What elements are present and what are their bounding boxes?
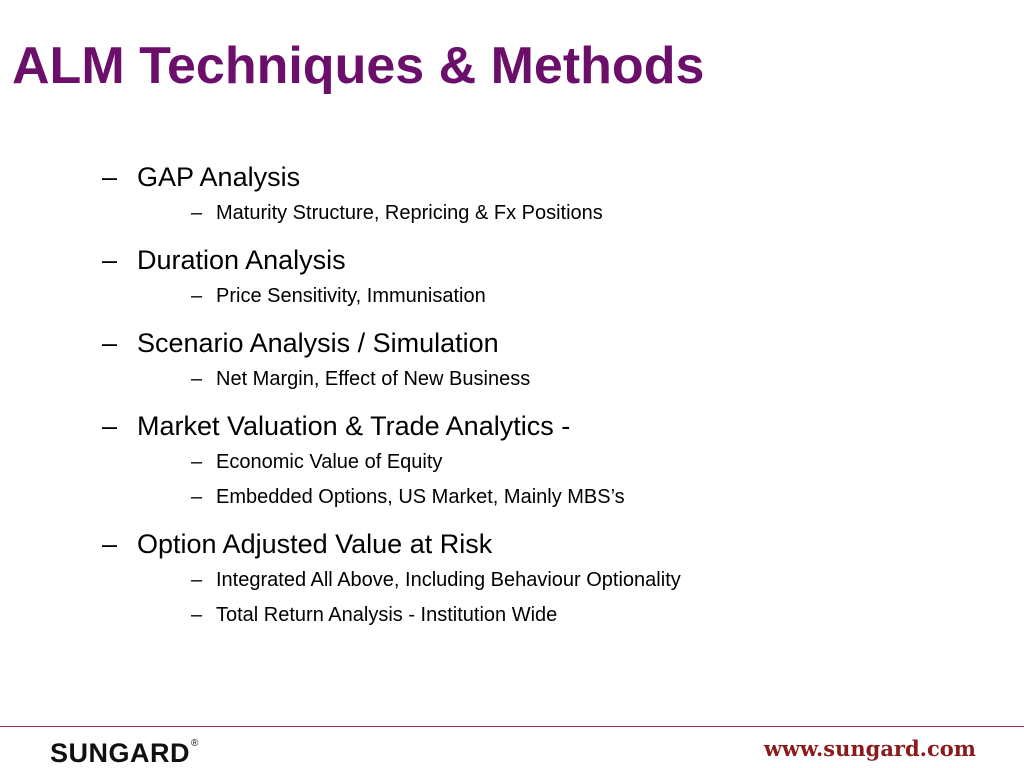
sub-bullet-list [137, 445, 982, 515]
sub-bullet-text: Economic Value of Equity [216, 451, 443, 473]
sub-bullet-marker: – [191, 604, 203, 626]
sub-bullet [191, 362, 982, 397]
sub-bullet-list [137, 563, 982, 633]
sub-bullet-list [137, 196, 982, 231]
bullet-text: Duration Analysis [137, 245, 346, 275]
sub-bullet-text: Price Sensitivity, Immunisation [216, 285, 486, 307]
bullet-text: Option Adjusted Value at Risk [137, 529, 493, 559]
sub-bullet [191, 480, 982, 515]
sub-bullet-list [137, 362, 982, 397]
sub-bullet-text: Total Return Analysis - Institution Wide [216, 604, 558, 626]
registered-mark: ® [191, 738, 199, 749]
sub-bullet-marker: – [191, 569, 203, 591]
sub-bullet-marker: – [191, 285, 203, 307]
sub-bullet [191, 196, 982, 231]
bullet-marker: – [102, 529, 118, 559]
bullet-gap-analysis [102, 160, 982, 231]
bullet-scenario-analysis [102, 326, 982, 397]
bullet-market-valuation [102, 409, 982, 515]
bullet-text: Scenario Analysis / Simulation [137, 328, 499, 358]
bullet-duration-analysis [102, 243, 982, 314]
sub-bullet-marker: – [191, 451, 203, 473]
bullet-marker: – [102, 245, 118, 275]
sub-bullet-text: Net Margin, Effect of New Business [216, 368, 531, 390]
bullet-marker: – [102, 411, 118, 441]
sub-bullet [191, 598, 982, 633]
bullet-list [102, 160, 982, 633]
sub-bullet [191, 563, 982, 598]
bullet-text: Market Valuation & Trade Analytics - [137, 411, 571, 441]
website-url[interactable]: www.sungard.com [763, 736, 976, 761]
sub-bullet-text: Embedded Options, US Market, Mainly MBS’s [216, 486, 625, 508]
bullet-marker: – [102, 162, 118, 192]
sub-bullet-list [137, 279, 982, 314]
sungard-logo [50, 735, 199, 768]
sub-bullet-marker: – [191, 486, 203, 508]
bullet-text: GAP Analysis [137, 162, 301, 192]
bullet-option-adjusted-var [102, 527, 982, 633]
sub-bullet-marker: – [191, 202, 203, 224]
sub-bullet-marker: – [191, 368, 203, 390]
sub-bullet-text: Integrated All Above, Including Behaviour Optionality [216, 569, 681, 591]
slide-title: ALM Techniques & Methods [12, 37, 705, 95]
bullet-marker: – [102, 328, 118, 358]
sub-bullet [191, 279, 982, 314]
logo-text: SUNGARD [50, 738, 191, 768]
footer-divider [0, 726, 1024, 727]
sub-bullet-text: Maturity Structure, Repricing & Fx Positions [216, 202, 603, 224]
sub-bullet [191, 445, 982, 480]
